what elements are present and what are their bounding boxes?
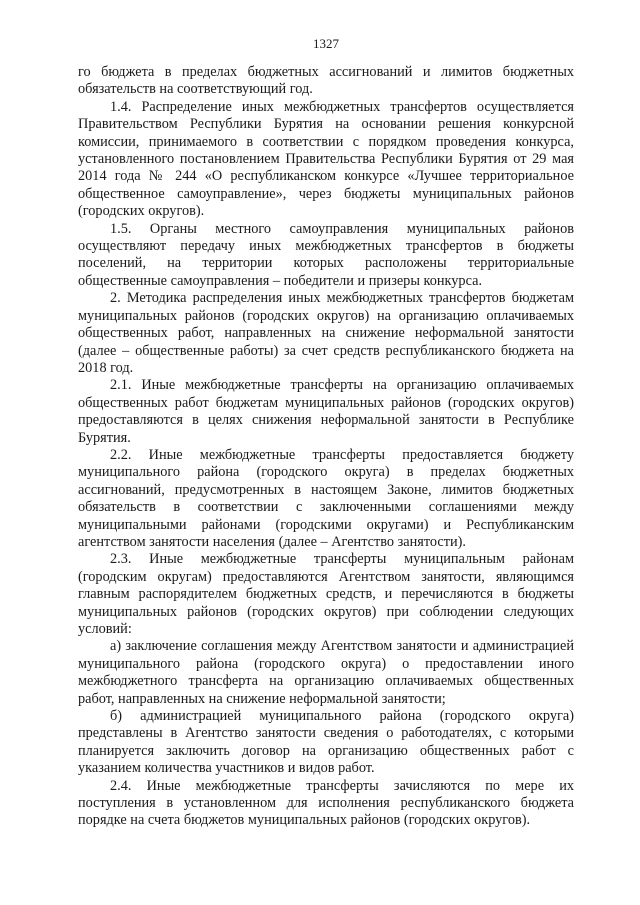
paragraph-2-2: 2.2. Иные межбюджетные трансферты предоставляется бюджету муниципального района (городского округа) в пределах бюджетных ассигнований, предусмотренных в настоящем Законе, лимитов бюджетных обязательств в соответствии с заключенными соглашениями между муниципальными районами (городскими округами) и Республиканским агентством занятости населения (далее – Агентство занятости). (78, 446, 574, 550)
paragraph-2-4: 2.4. Иные межбюджетные трансферты зачисляются по мере их поступления в установленном для исполнения республиканского бюджета порядке на счета бюджетов муниципальных районов (городских округов). (78, 777, 574, 829)
paragraph-1-5: 1.5. Органы местного самоуправления муниципальных районов осуществляют передачу иных межбюджетных трансфертов в бюджеты поселений, на территории которых расположены территориальные общественные самоуправления – победители и призеры конкурса. (78, 220, 574, 289)
paragraph-2-3: 2.3. Иные межбюджетные трансферты муниципальным районам (городским округам) предоставляются Агентством занятости, являющимся главным распорядителем бюджетных средств, и перечисляются в бюджеты муниципальных районов (городских округов) при соблюдении следующих условий: (78, 551, 574, 637)
paragraph-1-4: 1.4. Распределение иных межбюджетных трансфертов осуществляется Правительством Республики Бурятия на основании решения конкурсной комиссии, принимаемого в соответствии с порядком проведения конкурса, установленного постановлением Правительства Республики Бурятия от 29 мая 2014 года № 244 «О республиканском конкурсе «Лучшее территориальное общественное самоуправление», через бюджеты муниципальных районов (городских округов). (78, 98, 574, 220)
page-number: 1327 (313, 36, 339, 51)
paragraph-continued: го бюджета в пределах бюджетных ассигнований и лимитов бюджетных обязательств на соответствующий год. (78, 64, 574, 98)
paragraph-2-3-a: а) заключение соглашения между Агентством занятости и администрацией муниципального района (городского округа) о предоставлении иного межбюджетного трансферта на организацию оплачиваемых общественных работ, направленных на снижение неформальной занятости; (78, 638, 574, 707)
paragraph-2-3-b: б) администрацией муниципального района (городского округа) представлены в Агентство занятости сведения о работодателях, с которыми планируется заключить договор на организацию общественных работ с указанием количества участников и видов работ. (78, 708, 574, 777)
paragraph-2: 2. Методика распределения иных межбюджетных трансфертов бюджетам муниципальных районов (городских округов) на организацию оплачиваемых общественных работ, направленных на снижение неформальной занятости (далее – общественные работы) за счет средств республиканского бюджета на 2018 год. (78, 290, 574, 376)
paragraph-2-1: 2.1. Иные межбюджетные трансферты на организацию оплачиваемых общественных работ бюджетам муниципальных районов (городских округов) предоставляются в целях снижения неформальной занятости в Республике Бурятия. (78, 377, 574, 446)
